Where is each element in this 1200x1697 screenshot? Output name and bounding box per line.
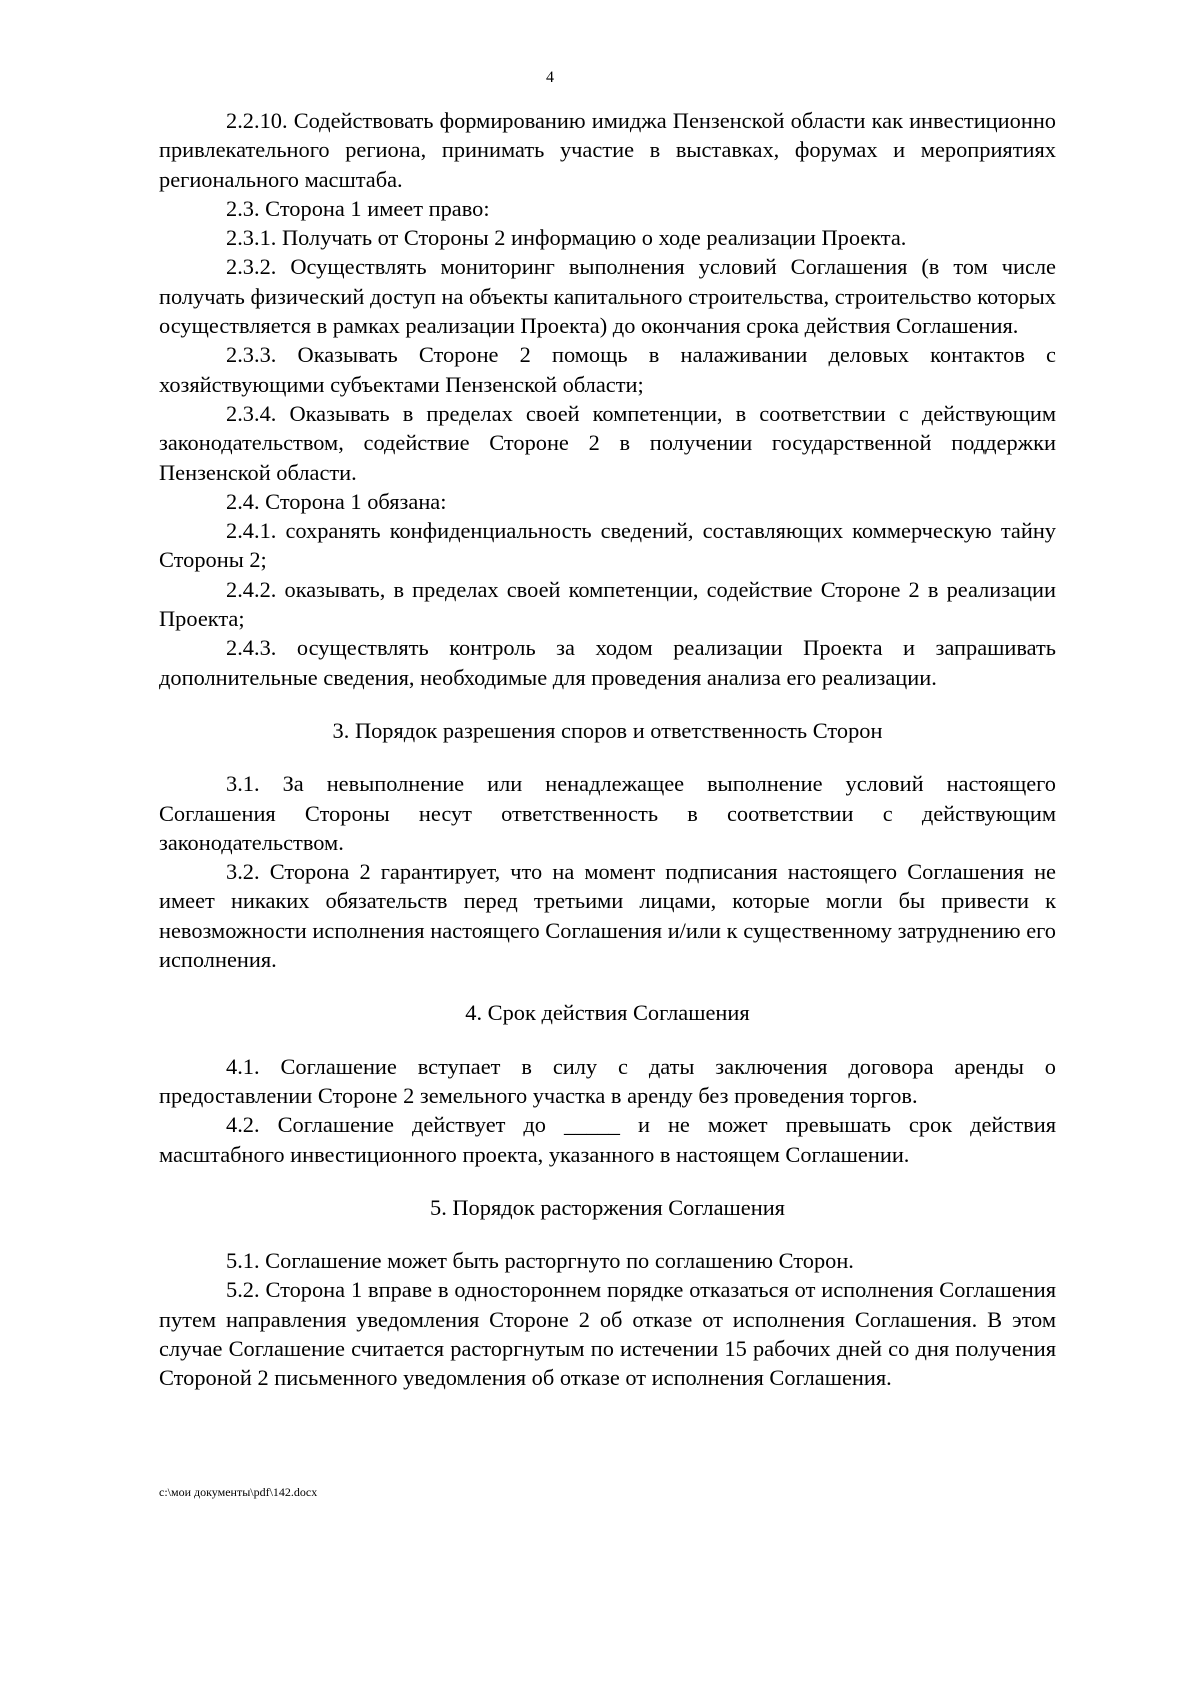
paragraph-2-4-3: 2.4.3. осуществлять контроль за ходом реализации Проекта и запрашивать дополнительные сведения, необходимые для проведения анализа его реализации.: [159, 635, 1056, 690]
footer-file-path: c:\мои документы\pdf\142.docx: [159, 1485, 318, 1499]
document-body: [159, 106, 1056, 1393]
paragraph-2-4-1: 2.4.1. сохранять конфиденциальность сведений, составляющих коммерческую тайну Стороны 2;: [159, 518, 1056, 573]
section-heading-3: 3. Порядок разрешения споров и ответственность Сторон: [332, 717, 883, 743]
section-heading-5: 5. Порядок расторжения Соглашения: [430, 1194, 785, 1220]
paragraph-3-2: 3.2. Сторона 2 гарантирует, что на момент подписания настоящего Соглашения не имеет никаких обязательств перед третьими лицами, которые могли бы привести к невозможности исполнения настоящего Соглашения и/или к существенному затруднению его исполнения.: [159, 859, 1056, 973]
paragraph-2-3-2: 2.3.2. Осуществлять мониторинг выполнения условий Соглашения (в том числе получать физический доступ на объекты капитального строительства, строительство которых осуществляется в рамках реализации Проекта) до окончания срока действия Соглашения.: [159, 254, 1056, 339]
paragraph-3-1: 3.1. За невыполнение или ненадлежащее выполнение условий настоящего Соглашения Стороны несут ответственность в соответствии с действующим законодательством.: [159, 771, 1056, 855]
paragraph-4-1: 4.1. Соглашение вступает в силу с даты заключения договора аренды о предоставлении Стороне 2 земельного участка в аренду без проведения торгов.: [159, 1053, 1056, 1108]
paragraph-5-2: 5.2. Сторона 1 вправе в одностороннем порядке отказаться от исполнения Соглашения путем направления уведомления Стороне 2 об отказе от исполнения Соглашения. В этом случае Соглашение считается расторгнутым по истечении 15 рабочих дней со дня получения Стороной 2 письменного уведомления об отказе от исполнения Соглашения.: [159, 1277, 1056, 1391]
section-heading-4: 4. Срок действия Соглашения: [465, 1000, 750, 1026]
paragraph-2-2-10: 2.2.10. Содействовать формированию имиджа Пензенской области как инвестиционно привлекательного региона, принимать участие в выставках, форумах и мероприятиях регионального масштаба.: [159, 108, 1056, 192]
paragraph-4-2: 4.2. Соглашение действует до _____ и не может превышать срок действия масштабного инвестиционного проекта, указанного в настоящем Соглашении.: [159, 1112, 1056, 1167]
paragraph-2-3: 2.3. Сторона 1 имеет право:: [226, 195, 490, 221]
page-number: 4: [546, 69, 554, 86]
paragraph-2-4: 2.4. Сторона 1 обязана:: [226, 488, 447, 514]
paragraph-2-3-1: 2.3.1. Получать от Стороны 2 информацию о ходе реализации Проекта.: [226, 225, 907, 251]
paragraph-5-1: 5.1. Соглашение может быть расторгнуто по соглашению Сторон.: [226, 1248, 854, 1274]
paragraph-2-3-3: 2.3.3. Оказывать Стороне 2 помощь в налаживании деловых контактов с хозяйствующими субъектами Пензенской области;: [159, 342, 1056, 397]
paragraph-2-4-2: 2.4.2. оказывать, в пределах своей компетенции, содействие Стороне 2 в реализации Проекта;: [159, 576, 1056, 632]
paragraph-2-3-4: 2.3.4. Оказывать в пределах своей компетенции, в соответствии с действующим законодательством, содействие Стороне 2 в получении государственной поддержки Пензенской области.: [159, 400, 1056, 485]
